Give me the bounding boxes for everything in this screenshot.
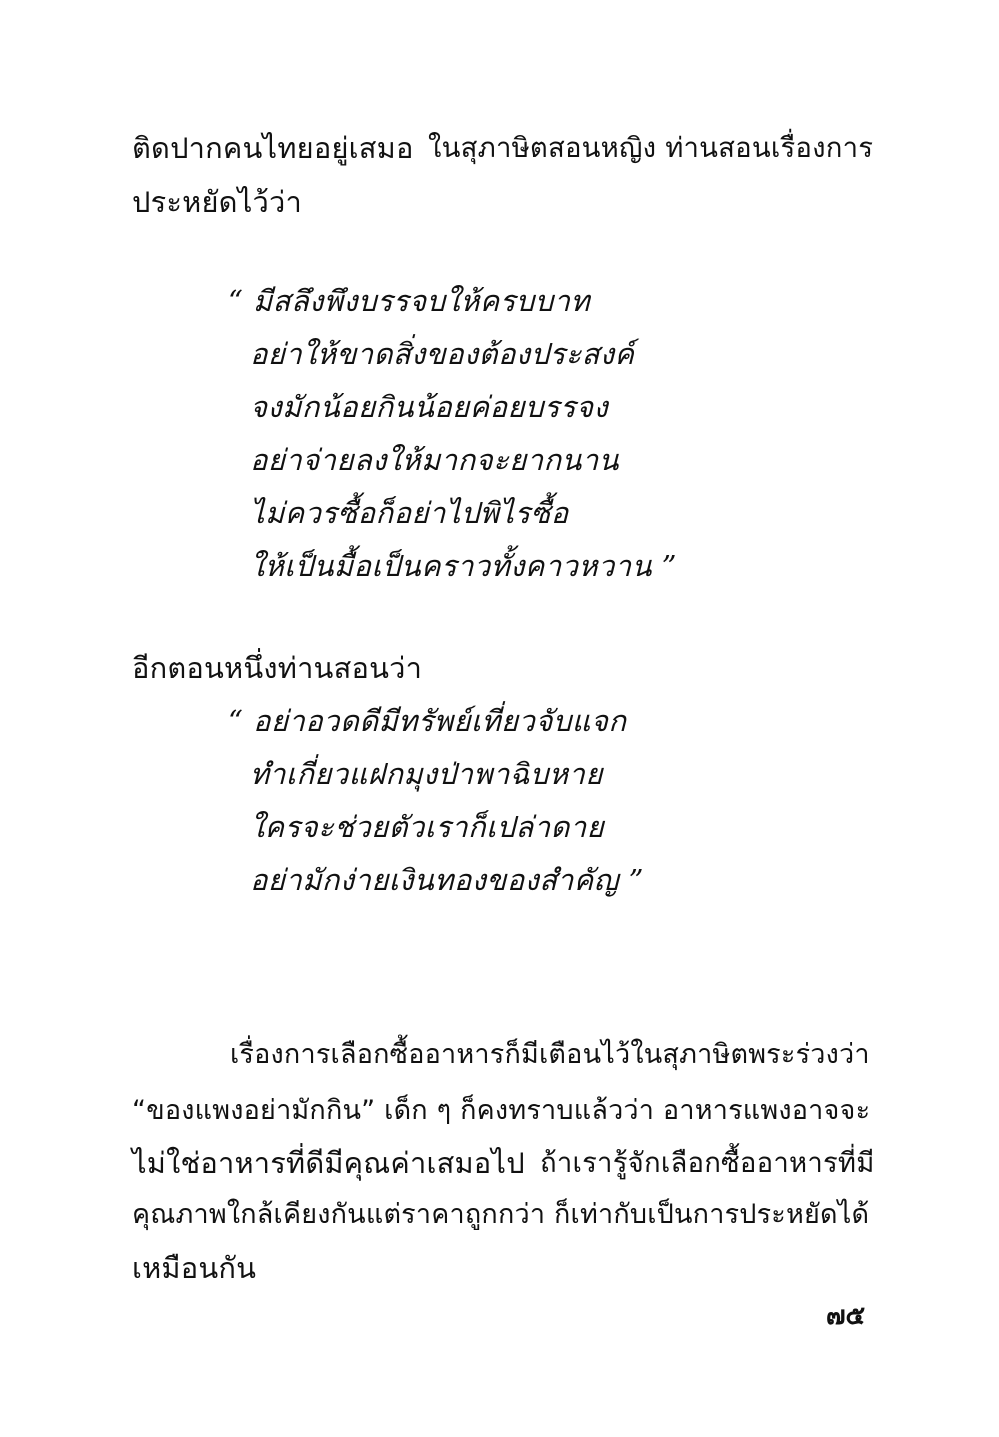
poem1-line-5: ไม่ควรซื้อก็อย่าไปพิไรซื้อ (250, 496, 569, 530)
intro-line-1b: ในสุภาษิตสอนหญิง ท่านสอนเรื่องการ (428, 132, 874, 164)
section2-intro: อีกตอนหนึ่งท่านสอนว่า (132, 651, 423, 685)
paragraph-line-3a: ไม่ใช่อาหารที่ดีมีคุณค่าเสมอไป (132, 1146, 525, 1180)
poem2-line-3: ใครจะช่วยตัวเราก็เปล่าดาย (250, 810, 605, 844)
poem1-line-3: จงมักน้อยกินน้อยค่อยบรรจง (250, 390, 609, 424)
intro-line-2: ประหยัดไว้ว่า (132, 185, 302, 219)
paragraph-line-2: “ของแพงอย่ามักกิน” เด็ก ๆ ก็คงทราบแล้วว่า อาหารแพงอาจจะ (132, 1095, 871, 1126)
page-number: ๗๕ (826, 1301, 866, 1331)
poem1-line-1: “ มีสลึงพึงบรรจบให้ครบบาท (228, 284, 590, 318)
paragraph-line-5: เหมือนกัน (132, 1251, 257, 1285)
paragraph-line-4: คุณภาพใกล้เคียงกันแต่ราคาถูกกว่า ก็เท่ากับเป็นการประหยัดได้ (132, 1199, 870, 1230)
poem2-line-4: อย่ามักง่ายเงินทองของสำคัญ ” (250, 863, 644, 897)
poem1-line-6: ให้เป็นมื้อเป็นคราวทั้งคาวหวาน ” (250, 549, 677, 583)
poem1-line-2: อย่าให้ขาดสิ่งของต้องประสงค์ (250, 337, 635, 371)
poem2-line-2: ทำเกี่ยวแฝกมุงป่าพาฉิบหาย (250, 757, 603, 791)
poem2-line-1: “ อย่าอวดดีมีทรัพย์เที่ยวจับแจก (228, 704, 627, 738)
poem1-line-4: อย่าจ่ายลงให้มากจะยากนาน (250, 443, 619, 477)
paragraph-line-3b: ถ้าเรารู้จักเลือกซื้ออาหารที่มี (540, 1147, 875, 1179)
intro-line-1a: ติดปากคนไทยอยู่เสมอ (132, 131, 414, 165)
paragraph-line-1: เรื่องการเลือกซื้ออาหารก็มีเตือนไว้ในสุภาษิตพระร่วงว่า (230, 1039, 870, 1070)
